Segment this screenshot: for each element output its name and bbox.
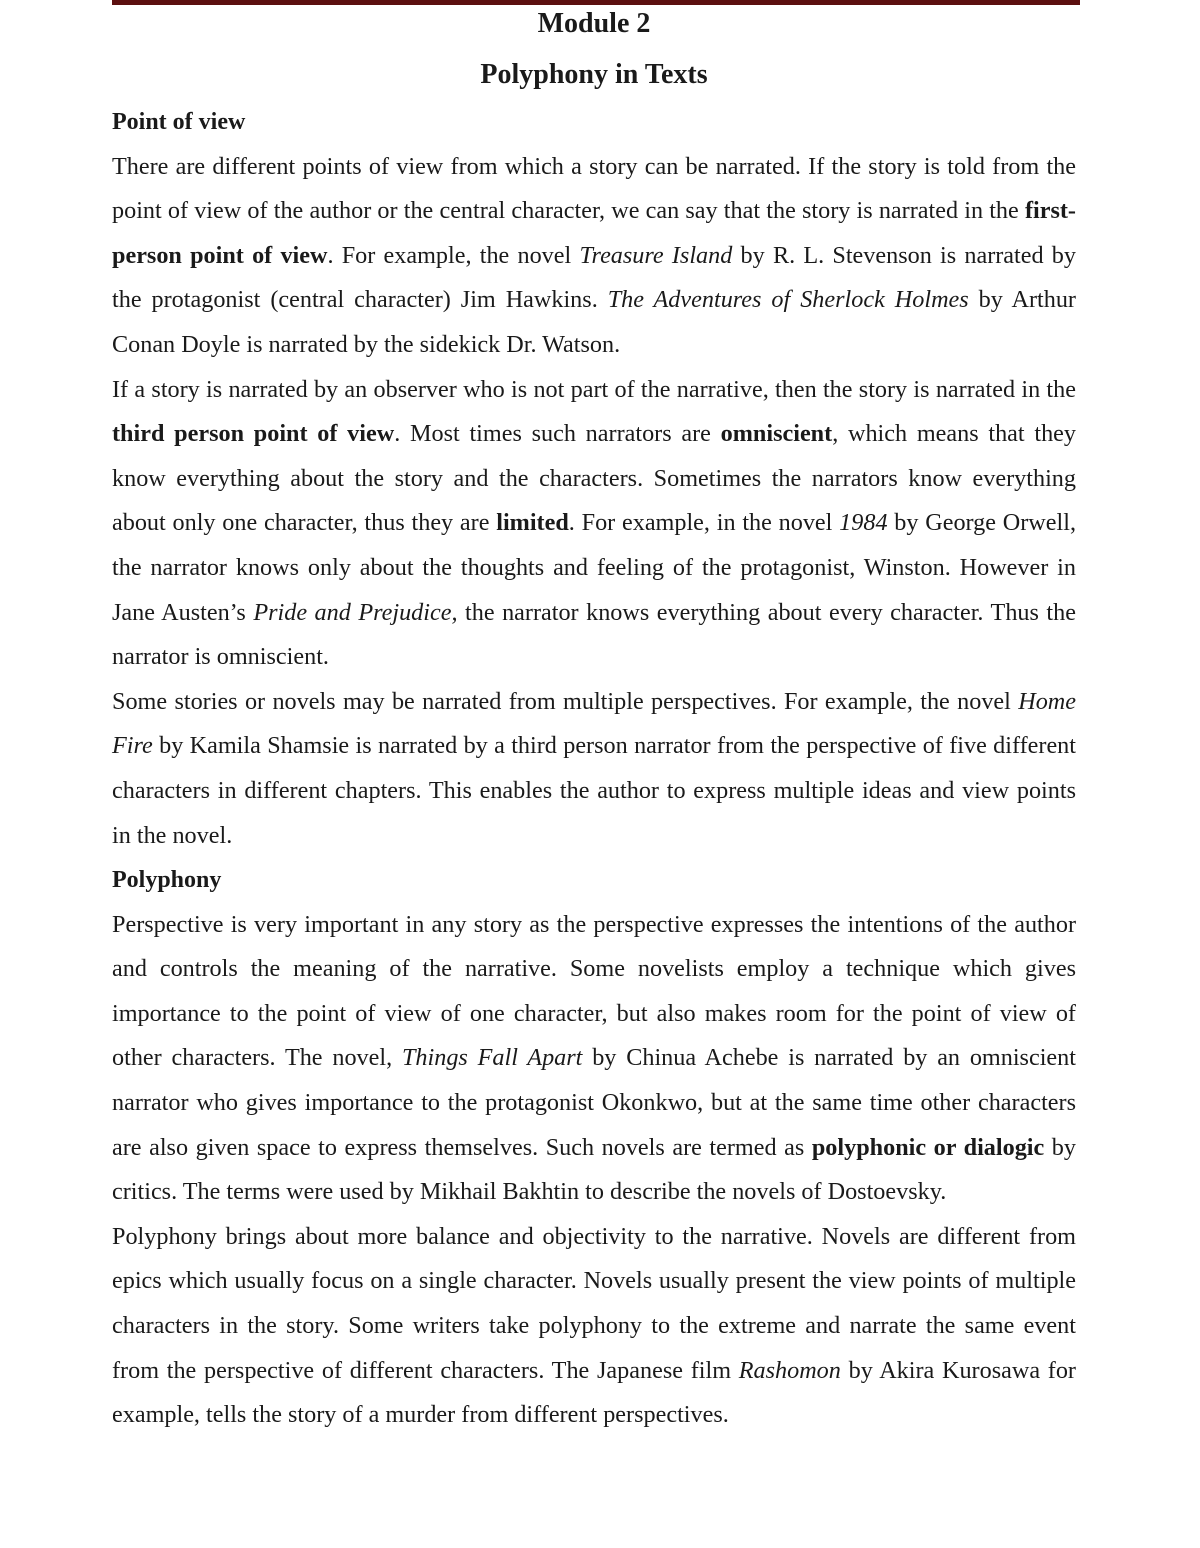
term-third-person: third person point of view <box>112 420 395 448</box>
term-polyphonic: polyphonic or dialogic <box>811 1133 1045 1161</box>
title-home-fire: Home Fire <box>112 687 1076 760</box>
title-1984: 1984 <box>839 509 888 537</box>
title-sherlock-holmes: The Adventures of Sherlock Holmes <box>607 286 969 314</box>
title-pride-and-prejudice: Pride and Prejudice, <box>253 598 458 626</box>
title-things-fall-apart: Things Fall Apart <box>401 1044 583 1072</box>
paragraph-third-person: If a story is narrated by an observer who is not part of the narrative, then the story is narrated in the third person point of view. Most times such narrators are omniscient, which means that they know everything about the story and the characters. Sometimes the narrators know everything about only one character, thus they are limited. For example, in the novel 1984 by George Orwell, the narrator knows only about the thoughts and feeling of the protagonist, Winston. However in Jane Austen’s Pride and Prejudice, the narrator knows everything about every character. Thus the narrator is omniscient. <box>112 375 1077 671</box>
term-limited: limited <box>496 509 569 537</box>
document-page <box>112 0 1076 1438</box>
paragraph-first-person: There are different points of view from which a story can be narrated. If the story is told from the point of view of the author or the central character, we can say that the story is narrated in the first-person point of view. For example, the novel Treasure Island by R. L. Stevenson is narrated by the protagonist (central character) Jim Hawkins. The Adventures of Sherlock Holmes by Arthur Conan Doyle is narrated by the sidekick Dr. Watson. <box>112 152 1076 358</box>
section-heading-polyphony: Polyphony <box>112 867 222 894</box>
term-omniscient: omniscient <box>720 420 833 448</box>
section-heading-point-of-view: Point of view <box>112 109 246 135</box>
paragraph-polyphony-balance: Polyphony brings about more balance and objectivity to the narrative. Novels are different from epics which usually focus on a single character. Novels usually present the view points of multiple characters in the story. Some writers take polyphony to the extreme and narrate the same event from the perspective of different characters. The Japanese film Rashomon by Akira Kurosawa for example, tells the story of a murder from different perspectives. <box>112 1222 1076 1429</box>
paragraph-multiple-perspectives: Some stories or novels may be narrated from multiple perspectives. For example, the novel Home Fire by Kamila Shamsie is narrated by a third person narrator from the perspective of five different characters in different chapters. This enables the author to express multiple ideas and view points in the novel. <box>112 687 1076 849</box>
title-rashomon: Rashomon <box>738 1356 841 1384</box>
paragraph-perspective: Perspective is very important in any story as the perspective expresses the intentions of the author and controls the meaning of the narrative. Some novelists employ a technique which gives importance to the point of view of one character, but also makes room for the point of view of other characters. The novel, Things Fall Apart by Chinua Achebe is narrated by an omniscient narrator who gives importance to the protagonist Okonkwo, but at the same time other characters are also given space to express themselves. Such novels are termed as polyphonic or dialogic by critics. The terms were used by Mikhail Bakhtin to describe the novels of Dostoevsky. <box>112 910 1076 1206</box>
document-title: Polyphony in Texts <box>480 59 708 90</box>
module-title: Module 2 <box>537 8 651 39</box>
term-first-person: first-person point of view <box>112 197 1076 269</box>
title-treasure-island: Treasure Island <box>579 241 733 269</box>
